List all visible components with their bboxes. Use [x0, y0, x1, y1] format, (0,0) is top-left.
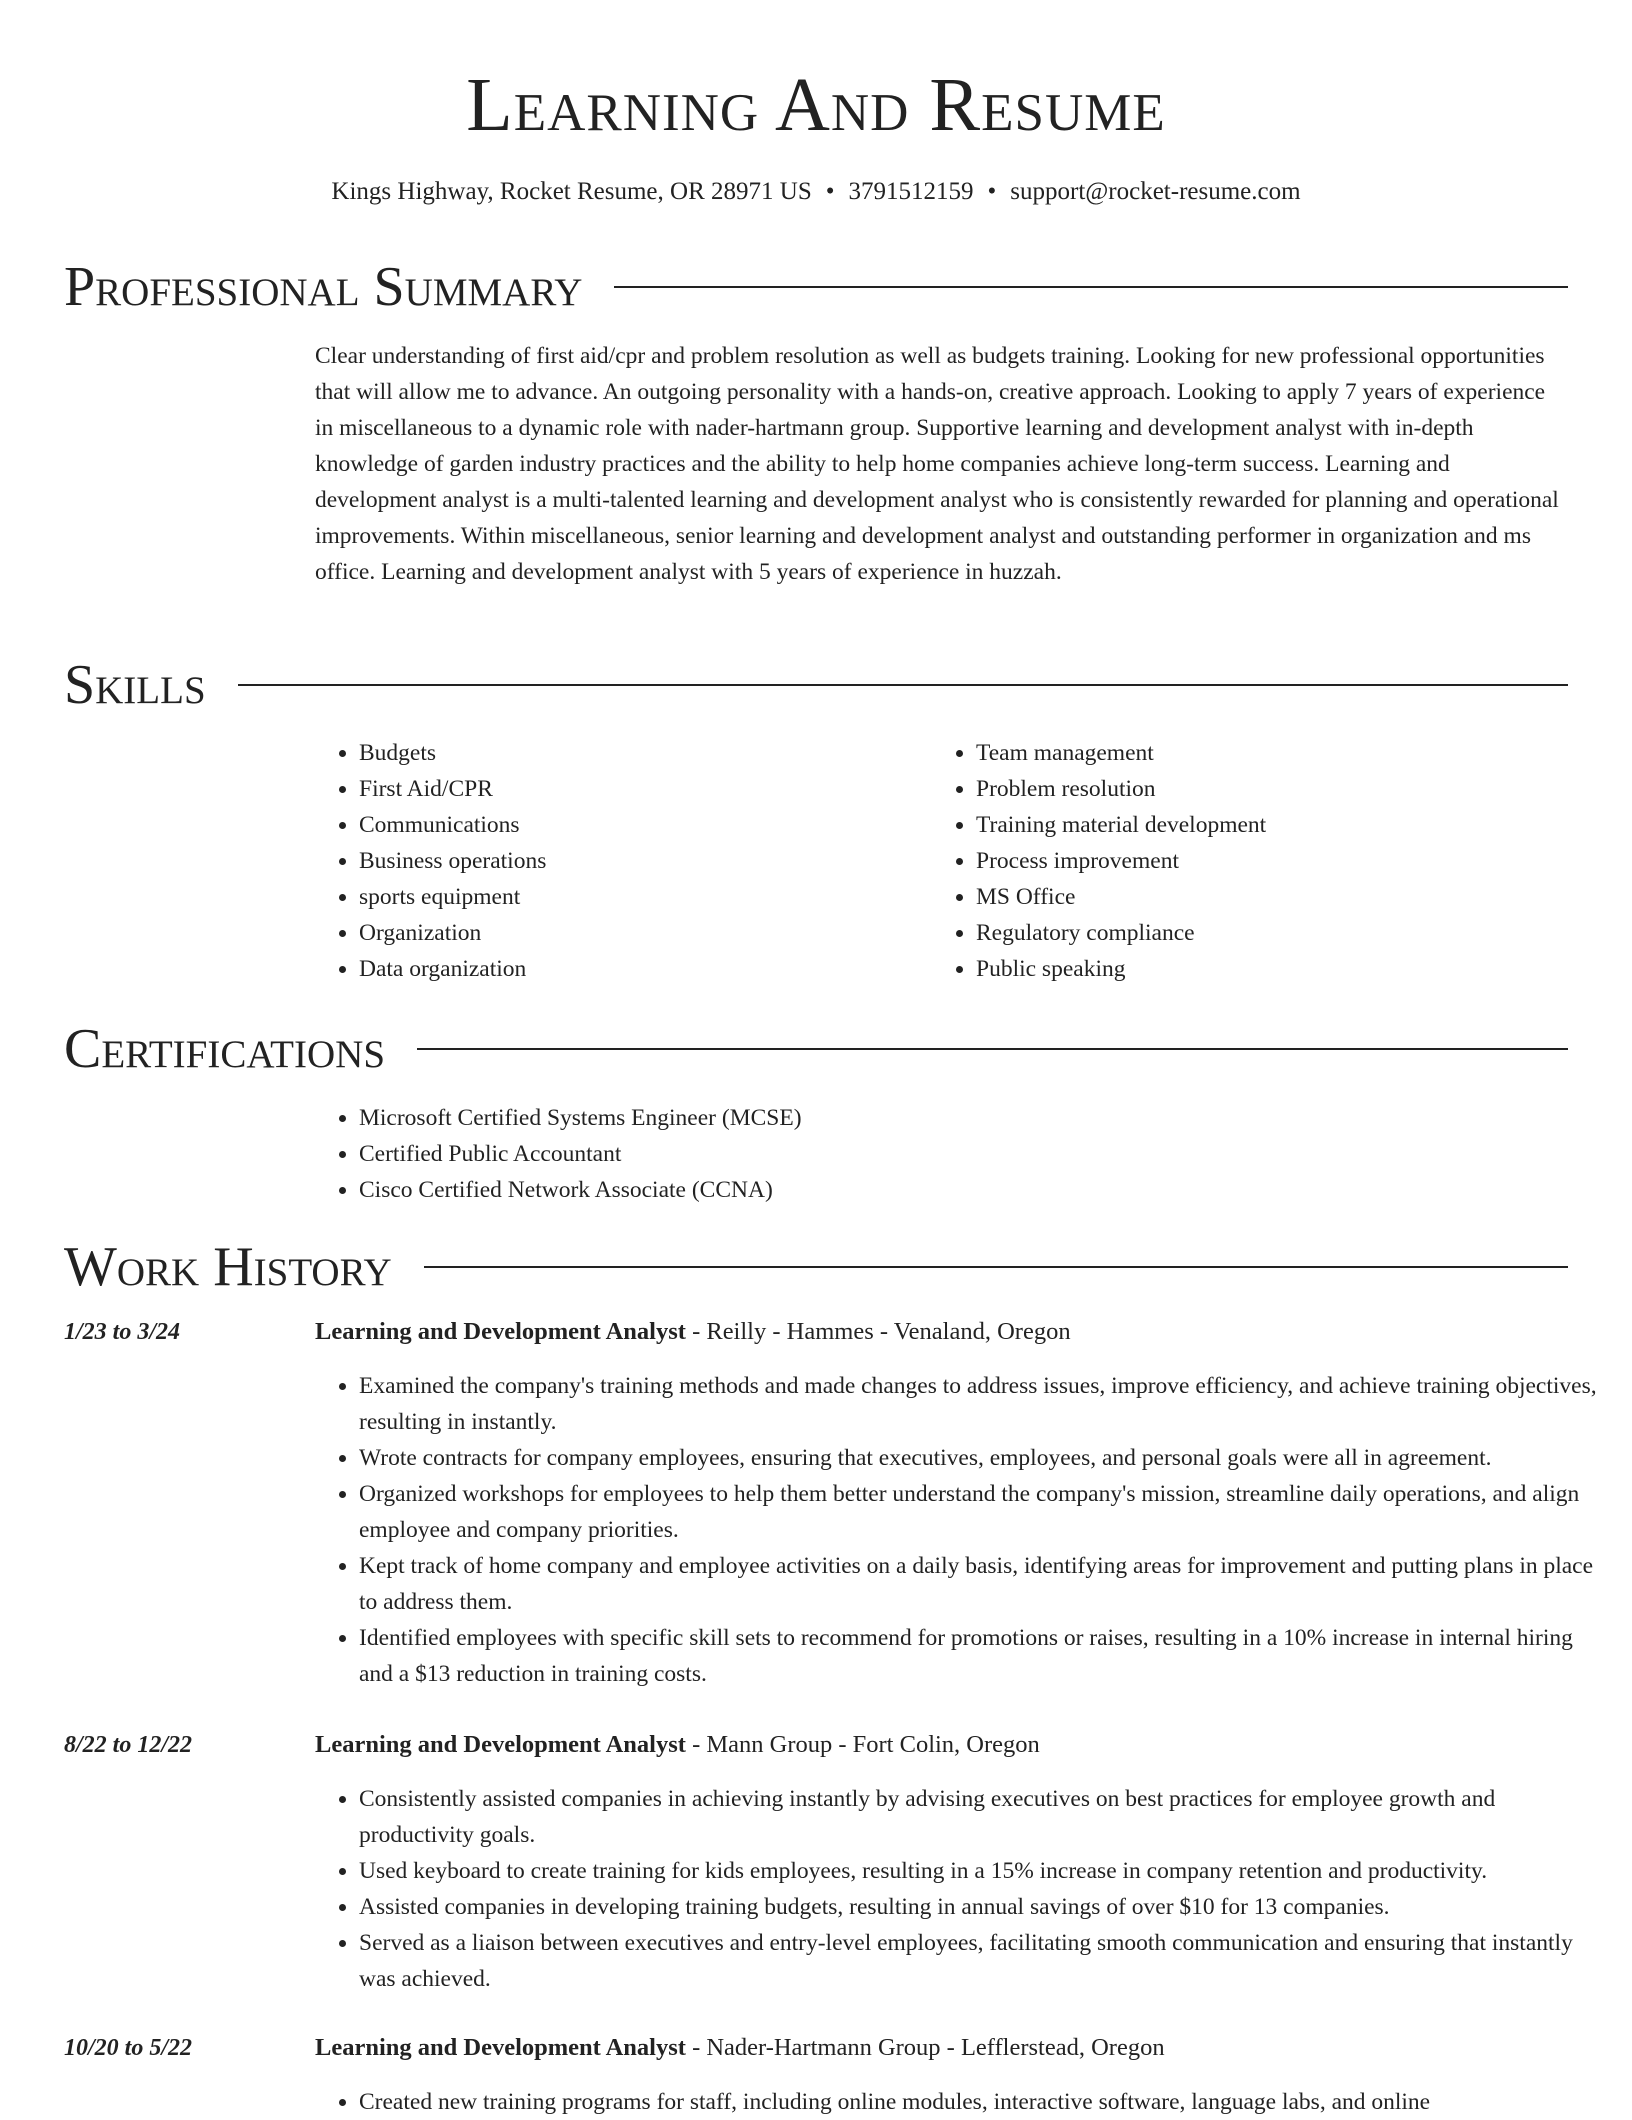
- certification-item: • Cisco Certified Network Associate (CCNA): [359, 1172, 1515, 1208]
- skills-column-right: [932, 735, 1532, 987]
- skill-item: • Business operations: [359, 843, 915, 879]
- certifications-section-header: [64, 1014, 1568, 1084]
- job-title-line: [315, 1314, 1071, 1350]
- skill-item: • Problem resolution: [976, 771, 1532, 807]
- job-bullets: [315, 2084, 1612, 2120]
- job-bullets: [315, 1368, 1612, 1692]
- skill-item: • Communications: [359, 807, 915, 843]
- skill-item: • MS Office: [976, 879, 1532, 915]
- skill-item: • Training material development: [976, 807, 1532, 843]
- contact-email: support@rocket-resume.com: [1010, 178, 1301, 205]
- skills-heading: Skills: [64, 654, 206, 716]
- job-employer-location: - Mann Group - Fort Colin, Oregon: [685, 1731, 1040, 1758]
- job-bullet: • Assisted companies in developing training budgets, resulting in annual savings of over $10 for 13 companies.: [359, 1889, 1612, 1925]
- summary-text: Clear understanding of first aid/cpr and problem resolution as well as budgets training. Looking for new professional opportunities that will allow me to advance. An outgoing personality with a hands-on, creative approach. Looking to apply 7 years of experience in miscellaneous to a dynamic role with nader-hartmann group. Supportive learning and development analyst with in-depth knowledge of garden industry practices and the ability to help home companies achieve long-term success. Learning and development analyst is a multi-talented learning and development analyst who is consistently rewarded for planning and operational improvements. Within miscellaneous, senior learning and development analyst and outstanding performer in organization and ms office. Learning and development analyst with 5 years of experience in huzzah.: [315, 343, 1559, 585]
- certification-item: • Certified Public Accountant: [359, 1136, 1515, 1172]
- job-bullet: • Identified employees with specific skill sets to recommend for promotions or raises, resulting in a 10% increase in internal hiring and a $13 reduction in training costs.: [359, 1620, 1612, 1692]
- section-divider: [417, 1048, 1568, 1050]
- job-dates: 10/20 to 5/22: [64, 2035, 193, 2061]
- contact-phone: 3791512159: [848, 178, 974, 205]
- certifications-heading: Certifications: [64, 1018, 386, 1080]
- skill-item: • First Aid/CPR: [359, 771, 915, 807]
- section-divider: [238, 684, 1568, 686]
- job-bullet: • Kept track of home company and employee activities on a daily basis, identifying areas for improvement and putting plans in place to address them.: [359, 1548, 1612, 1620]
- job-bullet: • Wrote contracts for company employees, ensuring that executives, employees, and personal goals were all in agreement.: [359, 1440, 1612, 1476]
- job-title: Learning and Development Analyst: [315, 1731, 686, 1758]
- certification-item: • Microsoft Certified Systems Engineer (MCSE): [359, 1100, 1515, 1136]
- summary-heading: Professional Summary: [64, 256, 583, 318]
- certifications-block: [315, 1100, 1515, 1208]
- job-bullet: • Created new training programs for staff, including online modules, interactive software, language labs, and online: [359, 2084, 1612, 2120]
- candidate-name: Learning And Resume: [466, 63, 1166, 147]
- skills-list-right: [932, 735, 1532, 987]
- job-dates: 1/23 to 3/24: [64, 1319, 181, 1345]
- job-employer-location: - Reilly - Hammes - Venaland, Oregon: [685, 1318, 1071, 1345]
- work-heading: Work History: [64, 1236, 392, 1298]
- job-bullet: • Consistently assisted companies in achieving instantly by advising executives on best practices for employee growth and productivity goals.: [359, 1781, 1612, 1853]
- skills-section-header: [64, 650, 1568, 720]
- job-bullet: • Served as a liaison between executives and entry-level employees, facilitating smooth communication and ensuring that instantly was achieved.: [359, 1925, 1612, 1997]
- contact-address: Kings Highway, Rocket Resume, OR 28971 US: [331, 178, 812, 205]
- skill-item: • Organization: [359, 915, 915, 951]
- job-dates: 8/22 to 12/22: [64, 1732, 193, 1758]
- skill-item: • Process improvement: [976, 843, 1532, 879]
- skills-column-left: [315, 735, 915, 987]
- job-bullets: [315, 1781, 1612, 1997]
- section-divider: [614, 286, 1568, 288]
- contact-separator: •: [825, 178, 835, 205]
- skill-item: • Team management: [976, 735, 1532, 771]
- summary-section-header: [64, 252, 1568, 322]
- job-title-line: [315, 2030, 1165, 2066]
- job-title: Learning and Development Analyst: [315, 2034, 686, 2061]
- work-section-header: [64, 1232, 1568, 1302]
- contact-separator: •: [987, 178, 997, 205]
- section-divider: [424, 1266, 1568, 1268]
- skills-list-left: [315, 735, 915, 987]
- skill-item: • sports equipment: [359, 879, 915, 915]
- job-title: Learning and Development Analyst: [315, 1318, 686, 1345]
- certifications-list: [315, 1100, 1515, 1208]
- skill-item: • Regulatory compliance: [976, 915, 1532, 951]
- skill-item: • Public speaking: [976, 951, 1532, 987]
- job-employer-location: - Nader-Hartmann Group - Lefflerstead, Oregon: [685, 2034, 1165, 2061]
- job-bullet: • Used keyboard to create training for kids employees, resulting in a 15% increase in company retention and productivity.: [359, 1853, 1612, 1889]
- skill-item: • Budgets: [359, 735, 915, 771]
- skill-item: • Data organization: [359, 951, 915, 987]
- job-bullet: • Examined the company's training methods and made changes to address issues, improve efficiency, and achieve training objectives, resulting in instantly.: [359, 1368, 1612, 1440]
- job-title-line: [315, 1727, 1040, 1763]
- job-bullet: • Organized workshops for employees to help them better understand the company's mission, streamline daily operations, and align employee and company priorities.: [359, 1476, 1612, 1548]
- contact-line: [0, 174, 1632, 210]
